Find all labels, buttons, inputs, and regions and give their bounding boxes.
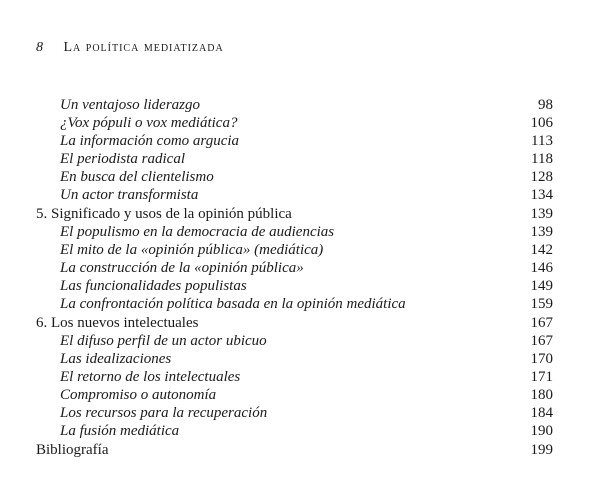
bibliography-page: 199	[530, 442, 553, 458]
toc-entry	[0, 223, 600, 241]
toc-entry-title: Un actor transformista	[60, 187, 199, 203]
toc-entry-title: Compromiso o autonomía	[60, 387, 217, 403]
toc-chapter	[0, 314, 600, 332]
toc-entry-title: ¿Vox pópuli o vox mediática?	[60, 115, 238, 131]
toc-entry	[0, 132, 600, 150]
toc-entry-title: La información como arguciа	[60, 133, 240, 149]
toc-entry-page: 170	[530, 351, 553, 367]
toc-entry-title: En busca del clientelismo	[60, 169, 214, 185]
toc-entry-page: 139	[530, 224, 553, 240]
toc-entry-page: 159	[530, 296, 553, 312]
toc-entry	[0, 96, 600, 114]
running-head	[36, 40, 224, 56]
toc-entry	[0, 404, 600, 422]
toc-entry-title: La fusión mediática	[60, 423, 180, 439]
toc-chapter-page: 139	[530, 206, 553, 222]
toc-chapter-page: 167	[530, 315, 553, 331]
toc-entry	[0, 368, 600, 386]
toc-bibliography	[0, 441, 600, 459]
toc-entry-title: El periodista radical	[60, 151, 185, 167]
toc-entry-page: 134	[530, 187, 553, 203]
toc-entry	[0, 168, 600, 186]
toc-chapter	[0, 205, 600, 223]
toc-entry	[0, 114, 600, 132]
toc-entry-page: 113	[531, 133, 553, 149]
toc-entry-title: Las idealizaciones	[60, 351, 172, 367]
header-book-title: La política mediatizada	[63, 40, 224, 55]
toc-entry-page: 190	[530, 423, 553, 439]
toc-entry-page: 146	[530, 260, 553, 276]
toc-entry-page: 149	[530, 278, 553, 294]
toc-entry-page: 106	[530, 115, 553, 131]
toc-entry	[0, 350, 600, 368]
toc-entry	[0, 259, 600, 277]
toc-entry-title: Los recursos para la recuperación	[60, 405, 268, 421]
toc-entry-page: 98	[538, 97, 553, 113]
toc-chapter-title: 6. Los nuevos intelectuales	[36, 315, 199, 331]
toc-entry-title: El retorno de los intelectuales	[60, 369, 241, 385]
toc-entry-title: Un ventajoso liderazgo	[60, 97, 200, 113]
toc-entry	[0, 150, 600, 168]
toc-entry-page: 128	[530, 169, 553, 185]
header-page-number: 8	[36, 40, 44, 55]
toc-entry	[0, 332, 600, 350]
toc-entry-page: 180	[530, 387, 553, 403]
toc-entry-title: La construcción de la «opinión pública»	[60, 260, 304, 276]
toc-entry-page: 142	[530, 242, 553, 258]
toc-entry	[0, 422, 600, 440]
toc-entry-title: Las funcionalidades populistas	[60, 278, 247, 294]
toc-entry-title: La confrontación política basada en la opinión mediática	[60, 296, 406, 312]
toc-entry-title: El mito de la «opinión pública» (mediática)	[60, 242, 324, 258]
toc-entry-page: 184	[530, 405, 553, 421]
toc-entry-title: El populismo en la democracia de audiencias	[60, 224, 335, 240]
toc-entry-page: 118	[531, 151, 553, 167]
toc-entry-page: 167	[530, 333, 553, 349]
toc-entry	[0, 241, 600, 259]
toc-chapter-title: 5. Significado y usos de la opinión pública	[36, 206, 292, 222]
toc-entry	[0, 295, 600, 313]
toc-entry	[0, 386, 600, 404]
bibliography-title: Bibliografía	[36, 442, 109, 458]
toc-entry-title: El difuso perfil de un actor ubicuo	[60, 333, 267, 349]
toc-entry	[0, 277, 600, 295]
toc-entry-page: 171	[530, 369, 553, 385]
toc-entry	[0, 186, 600, 204]
